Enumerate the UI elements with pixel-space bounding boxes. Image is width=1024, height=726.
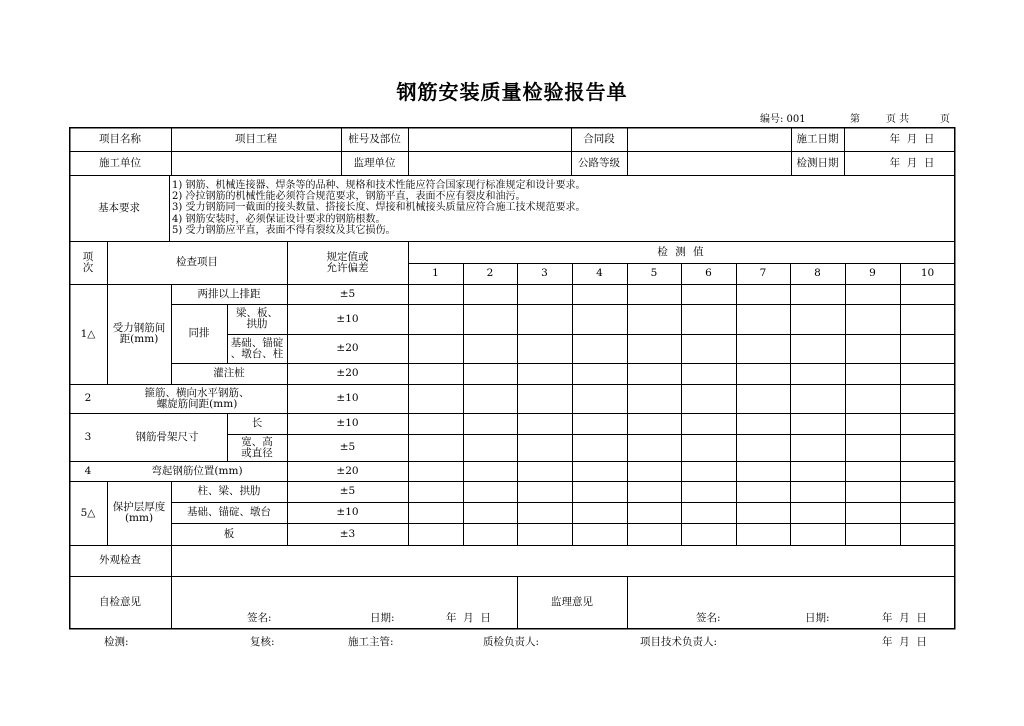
requirements-list xyxy=(172,180,585,236)
row1-no: 1△ xyxy=(80,327,96,340)
value-col-header: 10 xyxy=(920,267,935,279)
value-col-header: 1 xyxy=(432,267,439,279)
self-check-date-value[interactable]: 年 月 日 xyxy=(446,612,491,624)
self-check-sign-label: 签名: xyxy=(247,612,272,624)
row4-item: 弯起钢筋位置(mm) xyxy=(151,464,243,477)
page-prefix: 第 xyxy=(850,114,860,125)
row5a-item: 柱、梁、拱肋 xyxy=(197,485,261,497)
row5b-item: 基础、锚碇、墩台 xyxy=(187,506,271,518)
contract-label: 合同段 xyxy=(583,132,615,145)
value-col-header: 5 xyxy=(650,267,658,279)
row1d-item: 灌注桩 xyxy=(213,367,245,379)
row1a-spec: ±5 xyxy=(339,287,356,300)
requirement-item: 4) 钢筋安装时，必须保证设计要求的钢筋根数。 xyxy=(172,213,386,225)
row1-item: 受力钢筋间 距(mm) xyxy=(112,322,166,345)
footer-tech: 项目技术负责人: xyxy=(640,636,718,648)
supervision-date-value[interactable]: 年 月 日 xyxy=(882,612,927,624)
value-col-header: 2 xyxy=(486,267,494,279)
row1a-item: 两排以上排距 xyxy=(197,287,261,300)
row5c-item: 板 xyxy=(223,527,235,540)
unit-label: 施工单位 xyxy=(99,156,141,169)
requirement-item: 5) 受力钢筋应平直，表面不得有裂纹及其它损伤。 xyxy=(172,224,396,236)
requirement-item: 2) 冷拉钢筋的机械性能必须符合规范要求，钢筋平直，表面不应有裂皮和油污。 xyxy=(172,191,526,203)
requirement-item: 1) 钢筋、机械连接器、焊条等的品种、规格和技术性能应符合国家现行标准规定和设计要求。 xyxy=(172,180,586,191)
construct-date-label: 施工日期 xyxy=(796,132,839,145)
serial-number: 编号: 001 xyxy=(760,114,806,125)
row4-spec: ±20 xyxy=(336,464,359,477)
row2-no: 2 xyxy=(84,392,92,404)
footer-qc: 质检负责人: xyxy=(483,636,540,648)
requirement-item: 3) 受力钢筋同一截面的接头数量、搭接长度、焊接和机械接头质量应符合施工技术规范要求。 xyxy=(172,202,586,214)
col-values-header: 检 测 值 xyxy=(657,245,706,258)
page-suffix: 页 xyxy=(940,114,950,125)
row5b-spec: ±10 xyxy=(336,506,359,518)
value-col-header: 7 xyxy=(759,267,767,279)
value-col-header: 3 xyxy=(541,267,548,279)
footer-manager: 施工主管: xyxy=(348,636,394,648)
col-item-header: 检查项目 xyxy=(176,256,218,268)
col-no-header: 项 次 xyxy=(82,250,94,274)
self-check-date-label: 日期: xyxy=(370,612,395,624)
row1c-spec: ±20 xyxy=(336,342,359,354)
row1b-spec: ±10 xyxy=(336,312,359,325)
pile-label: 桩号及部位 xyxy=(348,132,401,145)
signature-footer xyxy=(0,634,1024,648)
row5a-spec: ±5 xyxy=(339,485,356,497)
self-check-label: 自检意见 xyxy=(99,595,141,608)
row2-item: 箍筋、横向水平钢筋、 螺旋筋间距(mm) xyxy=(144,386,250,410)
project-name-value[interactable]: 项目工程 xyxy=(235,132,277,145)
value-col-header: 4 xyxy=(596,267,603,279)
row4-no: 4 xyxy=(84,464,92,477)
row3-no: 3 xyxy=(84,430,92,443)
row3b-spec: ±5 xyxy=(339,441,356,453)
report-title: 钢筋安装质量检验报告单 xyxy=(396,80,628,104)
col-spec-header: 规定值或 允许偏差 xyxy=(326,250,369,274)
row3-item: 钢筋骨架尺寸 xyxy=(135,430,199,443)
project-name-label: 项目名称 xyxy=(99,132,141,145)
serial-info xyxy=(0,110,1024,126)
row3a-spec: ±10 xyxy=(336,417,359,429)
supervision-date-label: 日期: xyxy=(805,612,830,624)
row3a-item: 长 xyxy=(251,417,263,429)
row1d-spec: ±20 xyxy=(336,367,359,379)
supervision-label: 监理意见 xyxy=(551,595,593,608)
row1-same-row: 同排 xyxy=(188,327,210,339)
appearance-label: 外观检查 xyxy=(99,554,141,566)
row1c-item: 基础、锚碇 、墩台、柱 xyxy=(230,336,284,360)
footer-reviewer: 复核: xyxy=(250,636,275,648)
row3b-item: 宽、高 或直径 xyxy=(241,435,273,459)
footer-date: 年 月 日 xyxy=(882,636,927,648)
row5-item: 保护层厚度 (mm) xyxy=(112,501,166,524)
value-col-header: 8 xyxy=(814,267,821,279)
supervision-sign-label: 签名: xyxy=(696,612,721,624)
road-grade-label: 公路等级 xyxy=(578,156,620,169)
row2-spec: ±10 xyxy=(336,392,359,404)
inspect-date-value[interactable]: 年 月 日 xyxy=(889,156,935,169)
value-col-header: 9 xyxy=(869,267,876,279)
page-mid: 页 共 xyxy=(886,114,910,125)
construct-date-value[interactable]: 年 月 日 xyxy=(889,132,935,145)
row1b-item: 梁、板、 拱肋 xyxy=(236,307,278,330)
row5-no: 5△ xyxy=(80,506,96,519)
requirements-label: 基本要求 xyxy=(98,201,140,214)
row5c-spec: ±3 xyxy=(339,527,356,540)
inspect-date-label: 检测日期 xyxy=(796,156,839,169)
footer-inspector: 检测: xyxy=(104,636,129,648)
supervisor-unit-label: 监理单位 xyxy=(353,156,396,169)
value-col-header: 6 xyxy=(705,267,712,279)
